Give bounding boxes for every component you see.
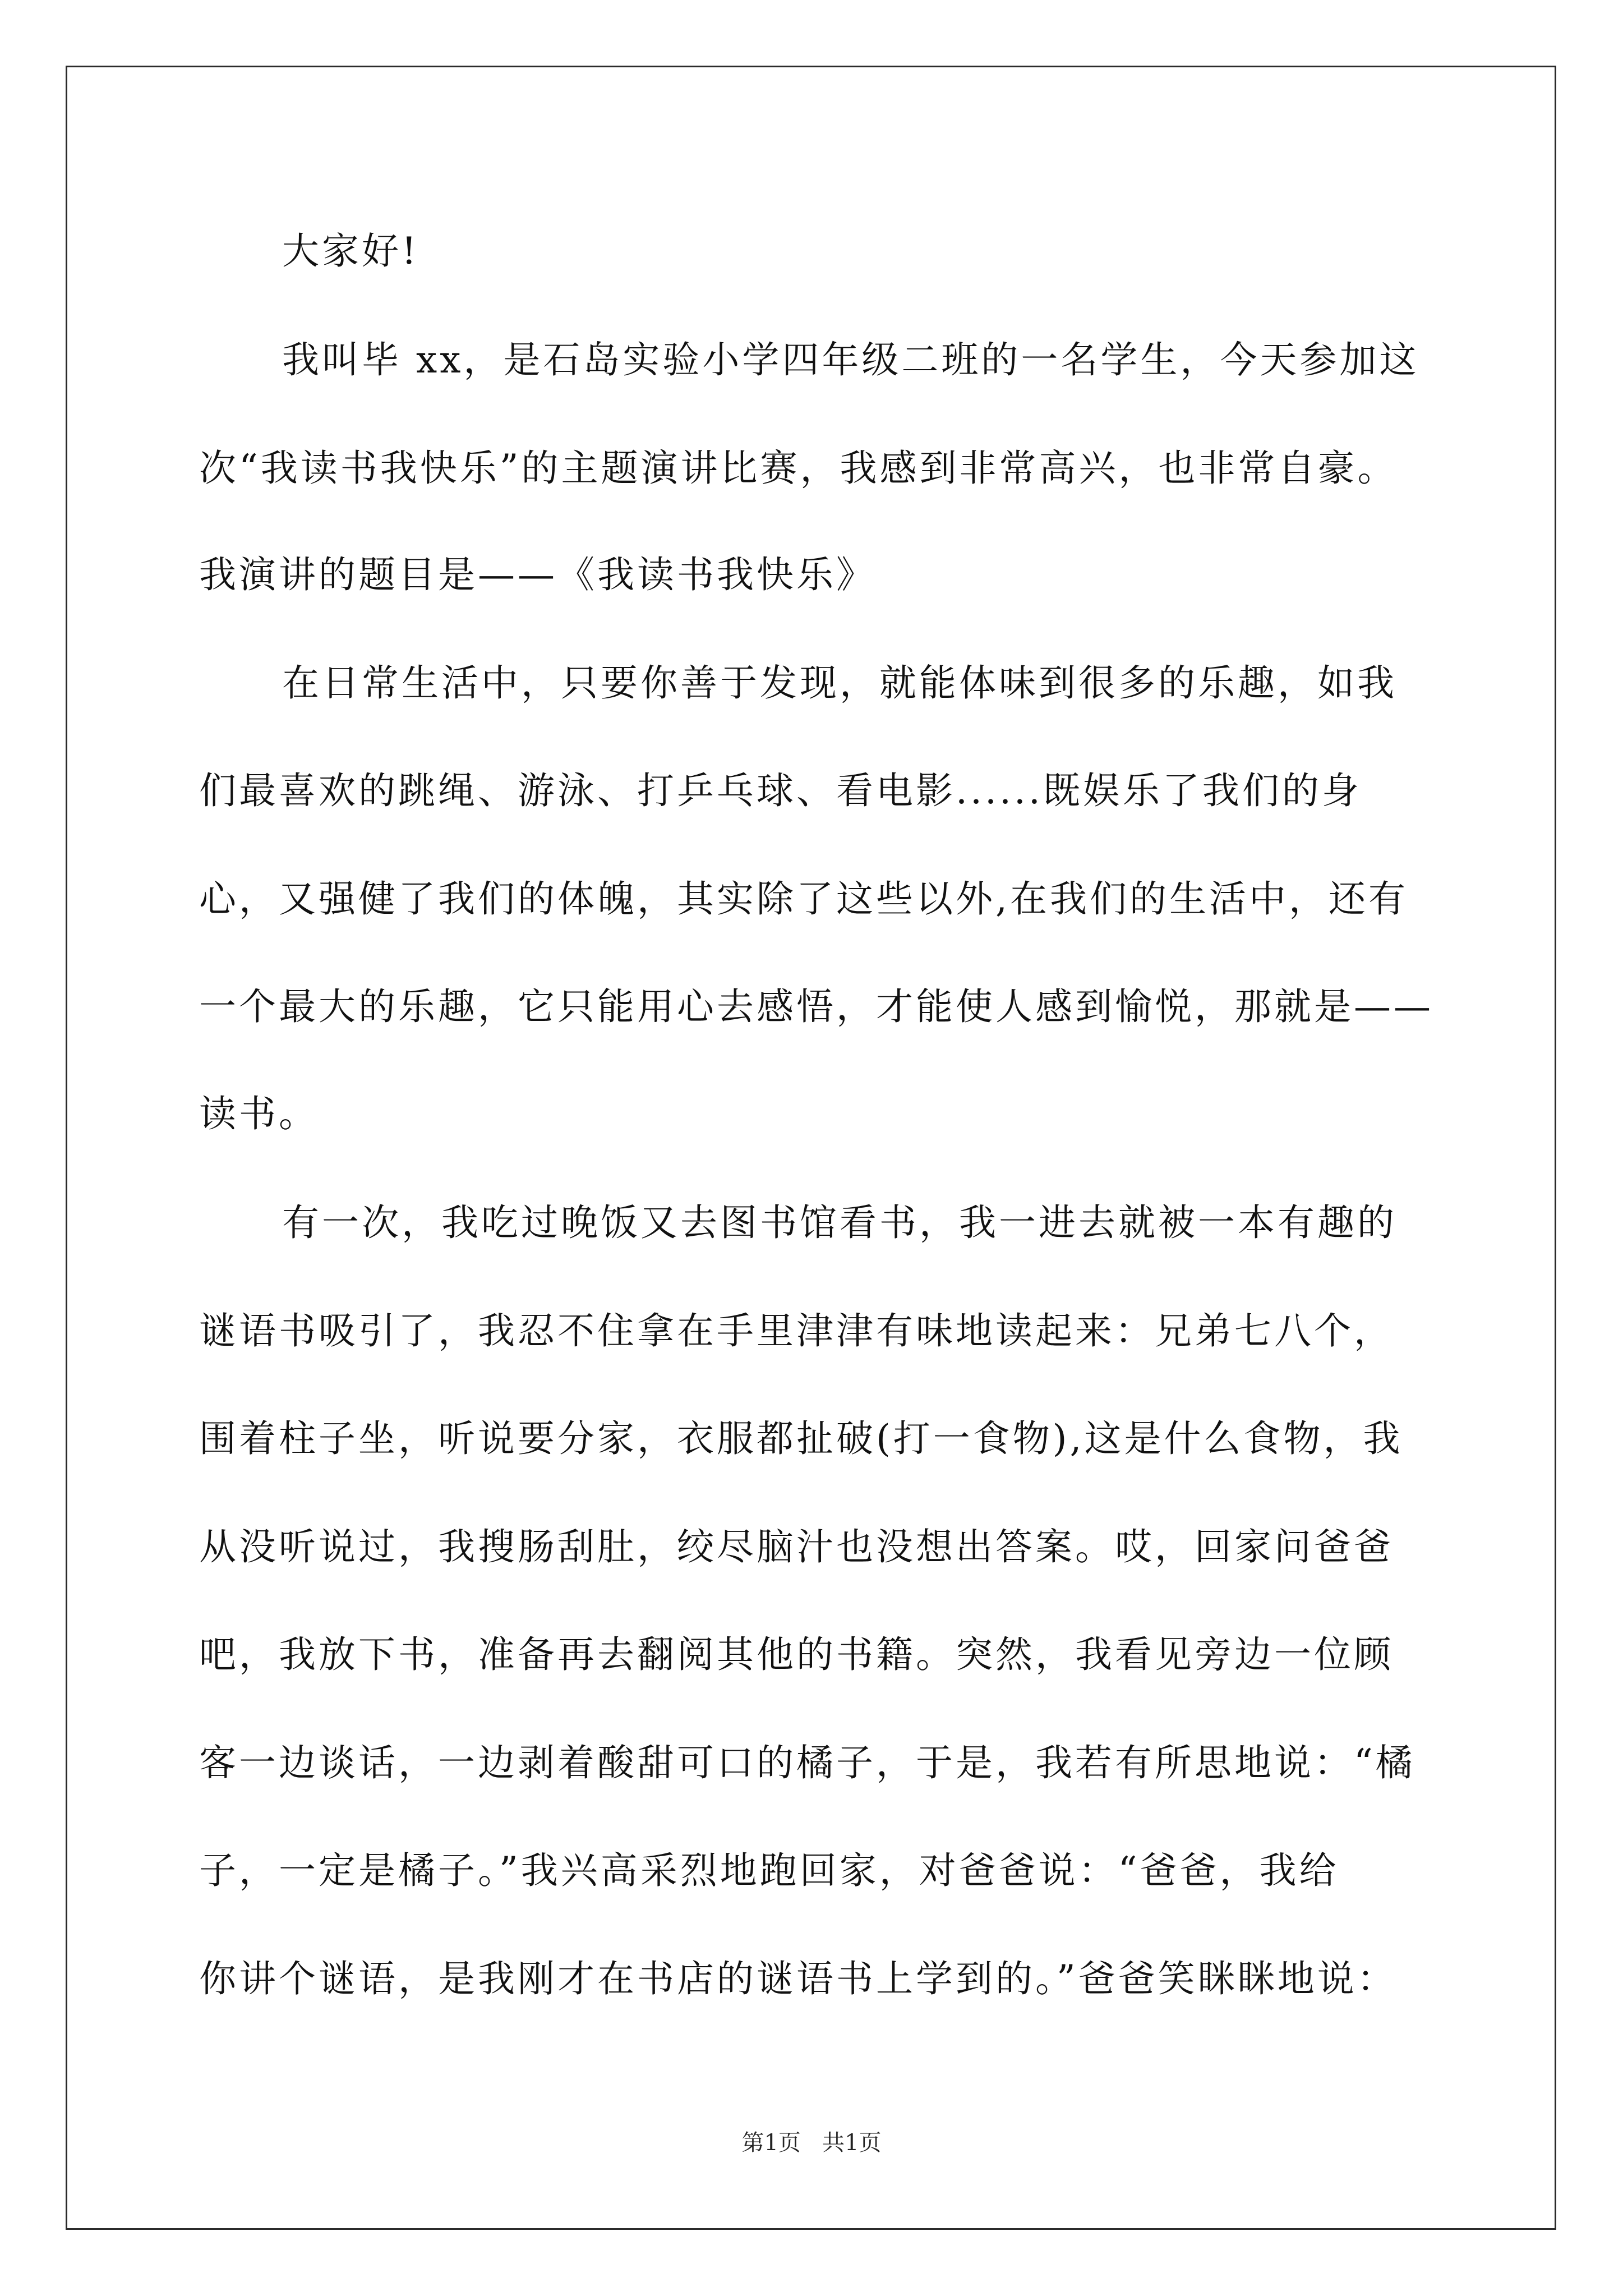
paragraph-line: 读书。: [199, 1092, 319, 1135]
paragraph-line: 你讲个谜语，是我刚才在书店的谜语书上学到的。”爸爸笑眯眯地说：: [199, 1957, 1397, 2000]
paragraph-line: 们最喜欢的跳绳、游泳、打乒乓球、看电影......既娱乐了我们的身: [199, 769, 1362, 812]
paragraph-line: 围着柱子坐，听说要分家，衣服都扯破(打一食物),这是什么食物，我: [199, 1417, 1403, 1460]
paragraph-line: 在日常生活中，只要你善于发现，就能体味到很多的乐趣，如我: [282, 661, 1397, 705]
paragraph-line: 次“我读书我快乐”的主题演讲比赛，我感到非常高兴，也非常自豪。: [199, 447, 1398, 490]
paragraph-line: 有一次，我吃过晚饭又去图书馆看书，我一进去就被一本有趣的: [282, 1201, 1397, 1244]
paragraph-line: 从没听说过，我搜肠刮肚，绞尽脑汁也没想出答案。哎，回家问爸爸: [199, 1525, 1394, 1568]
page-border: [66, 66, 1556, 2230]
paragraph-line: 我叫毕 xx，是石岛实验小学四年级二班的一名学生，今天参加这: [282, 338, 1419, 381]
paragraph-line: 心，又强健了我们的体魄，其实除了这些以外,在我们的生活中，还有: [199, 877, 1408, 921]
paragraph-line: 子，一定是橘子。”我兴高采烈地跑回家，对爸爸说：“爸爸，我给: [199, 1849, 1339, 1892]
paragraph-line: 谜语书吸引了，我忍不住拿在手里津津有味地读起来：兄弟七八个，: [199, 1309, 1394, 1352]
paragraph-line: 客一边谈话，一边剥着酸甜可口的橘子，于是，我若有所思地说：“橘: [199, 1741, 1415, 1784]
greeting-line: 大家好!: [282, 229, 419, 273]
page-number: 第1页 共1页: [741, 2130, 882, 2156]
paragraph-line: 一个最大的乐趣，它只能用心去感悟，才能使人感到愉悦，那就是——: [199, 985, 1433, 1028]
paragraph-line: 我演讲的题目是——《我读书我快乐》: [199, 553, 876, 596]
paragraph-line: 吧，我放下书，准备再去翻阅其他的书籍。突然，我看见旁边一位顾: [199, 1633, 1394, 1676]
